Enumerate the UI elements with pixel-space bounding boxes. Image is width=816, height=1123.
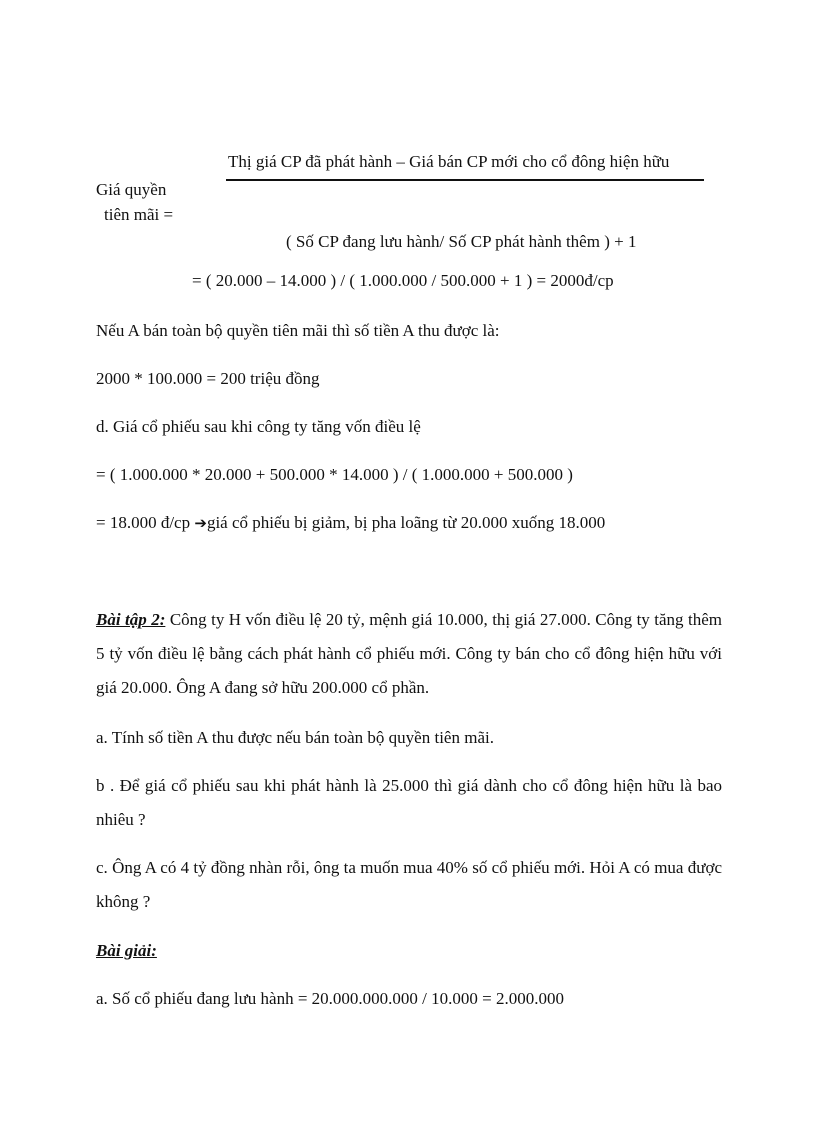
formula-denominator: ( Số CP đang lưu hành/ Số CP phát hành thêm ) + 1 (286, 232, 637, 251)
exercise-intro-paragraph (96, 603, 722, 705)
conclusion-text: giá cổ phiếu bị giảm, bị pha loãng từ 20.000 xuống 18.000 (206, 513, 606, 532)
question-a: a. Tính số tiền A thu được nếu bán toàn bộ quyền tiên mãi. (96, 728, 494, 747)
fraction-line (226, 179, 704, 181)
question-c: c. Ông A có 4 tỷ đồng nhàn rỗi, ông ta muốn mua 40% số cổ phiếu mới. Hỏi A có mua được không ? (96, 858, 722, 911)
formula-label-line1: Giá quyền (96, 180, 167, 199)
solution-heading: Bài giải: (96, 941, 157, 960)
formula-numerator: Thị giá CP đã phát hành – Giá bán CP mới cho cổ đông hiện hữu (228, 152, 670, 171)
formula-label-line2: tiên mãi = (104, 205, 174, 224)
arrow-right-icon: ➔ (194, 514, 207, 532)
text-line-proceeds: Nếu A bán toàn bộ quyền tiên mãi thì số tiền A thu được là: (96, 321, 500, 340)
text-line-formula-d: = ( 1.000.000 * 20.000 + 500.000 * 14.000 ) / ( 1.000.000 + 500.000 ) (96, 465, 573, 484)
question-b: b . Để giá cổ phiếu sau khi phát hành là 25.000 thì giá dành cho cổ đông hiện hữu là bao nhiêu ? (96, 776, 722, 829)
text-line-conclusion (96, 513, 605, 533)
conclusion-value: = 18.000 đ/cp (96, 513, 195, 532)
solution-line-a: a. Số cổ phiếu đang lưu hành = 20.000.000.000 / 10.000 = 2.000.000 (96, 989, 564, 1008)
formula-result: = ( 20.000 – 14.000 ) / ( 1.000.000 / 500.000 + 1 ) = 2000đ/cp (192, 271, 614, 290)
text-line-part-d: d. Giá cổ phiếu sau khi công ty tăng vốn điều lệ (96, 417, 421, 436)
exercise-heading: Bài tập 2: (96, 610, 166, 629)
exercise-intro-text: Công ty H vốn điều lệ 20 tỷ, mệnh giá 10.000, thị giá 27.000. Công ty tăng thêm 5 tỷ vốn điều lệ bằng cách phát hành cổ phiếu mới. Công ty bán cho cổ đông hiện hữu với giá 20.000. Ông A đang sở hữu 200.000 cổ phần. (96, 610, 722, 697)
text-line-calculation: 2000 * 100.000 = 200 triệu đồng (96, 369, 320, 388)
